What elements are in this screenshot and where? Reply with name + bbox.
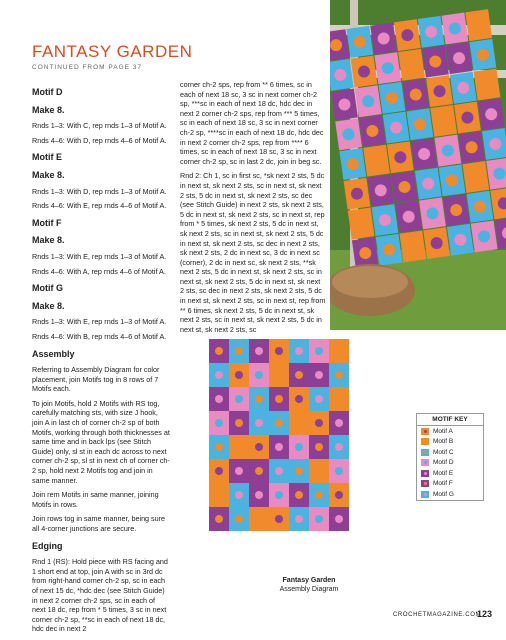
motif-key-item — [417, 458, 483, 469]
motif-center — [215, 515, 223, 523]
motif-center — [335, 443, 343, 451]
motif-key-item — [417, 447, 483, 458]
diagram-motif-E — [329, 411, 349, 435]
motif-center — [215, 467, 223, 475]
diagram-motif-G — [309, 387, 329, 411]
motif-swatch — [421, 438, 429, 445]
diagram-motif-C — [309, 483, 329, 507]
motif-center — [255, 395, 263, 403]
motif-key-item — [417, 426, 483, 437]
motif-center — [255, 371, 263, 379]
footer-site: CROCHETMAGAZINE.COM — [393, 612, 482, 618]
diagram-motif-C — [209, 435, 229, 459]
paragraph: Rnds 1–3: With E, rep rnds 1–3 of Motif A. — [32, 251, 167, 261]
diagram-motif-E — [229, 459, 249, 483]
motif-center — [315, 443, 323, 451]
diagram-motif-E — [309, 363, 329, 387]
motif-center — [275, 467, 283, 475]
diagram-motif-D — [289, 435, 309, 459]
paragraph: Rnds 1–3: With E, rep rnds 1–3 of Motif A. — [32, 317, 167, 327]
diagram-motif-C — [329, 363, 349, 387]
diagram-motif-G — [229, 483, 249, 507]
motif-key-item — [417, 479, 483, 490]
motif-center — [335, 419, 343, 427]
motif-center — [295, 395, 303, 403]
paragraph: To join Motifs, hold 2 Motifs with RS tog, carefully matching sts, with size J hook, join A in last ch of corner ch-2 sp of both Motifs, working through both thicknesses at same time and in back lps (see Stitch Guide) only, sl st in each dc across to next corner ch-2 sp, sl st in next ch of corner ch-2 sp, hold next 2 Motifs tog and join in same manner. — [32, 398, 170, 485]
section-heading: Edging — [32, 540, 63, 551]
diagram-motif-A — [309, 411, 329, 435]
paragraph: Rnd 2: Ch 1, sc in first sc, *sk next 2 sts, 5 dc in next st, sk next 2 sts, sc in next st, sk next 2 sts, 5 dc in next st, sk next 2 sts, sc dec (see Stitch Guide) in next 2 sts, sk next 2 sts, 5 dc in next st, sk next 2 sts, sc in next st, rep from * 5 times, sk next 2 sts, 5 dc in next st, sk next 2 sts, sc in next st, sk next 2 sts, 5 dc in next st, sk next 2 sts, sc dec in next 2 sts, sk next 2 sts, 2 dc in next sc, 3 dc in next sc (corner), 2 dc in next sc, sk next 2 sts, **sk next 2 sts, 5 dc in next st, sk next 2 sts, sc in next st, sk next 2 sts, 5 dc in next st, sk next 2 sts, sc dec in next 2 sts, sk next 2 sts, 5 dc in next st, sk next 2 sts, sc in next st, rep from ** 6 times, sk next 2 sts, 5 dc in next st, sk next 2 sts, sc in next st, sk next 2 sts, 5 dc in next st, sk next 2 sts, sc — [180, 171, 326, 334]
motif-center — [295, 491, 303, 499]
motif-center — [315, 515, 323, 523]
paragraph: Rnds 1–3: With C, rep rnds 1–3 of Motif A. — [32, 121, 167, 131]
paragraph: Rnds 1–3: With D, rep rnds 1–3 of Motif A. — [32, 186, 167, 196]
diagram-motif-F — [229, 411, 249, 435]
diagram-motif-A — [249, 435, 269, 459]
motif-center — [255, 443, 263, 451]
section-heading: Motif F — [32, 217, 62, 228]
motif-center — [275, 515, 283, 523]
motif-center — [335, 515, 343, 523]
motif-center — [315, 371, 323, 379]
motif-center — [255, 467, 263, 475]
diagram-motif-F — [209, 339, 229, 363]
motif-swatch — [421, 470, 429, 477]
diagram-motif-G — [289, 507, 309, 531]
diagram-motif-E — [249, 339, 269, 363]
motif-center — [315, 467, 323, 475]
motif-center — [315, 491, 323, 499]
motif-center — [235, 419, 243, 427]
diagram-motif-A — [229, 363, 249, 387]
diagram-motif-D — [229, 387, 249, 411]
diagram-motif-F — [289, 483, 309, 507]
motif-swatch — [421, 428, 429, 435]
motif-key-label: Motif D — [433, 459, 454, 467]
motif-center — [295, 443, 303, 451]
diagram-motif-G — [209, 363, 229, 387]
diagram-motif-G — [249, 411, 269, 435]
motif-center — [295, 515, 303, 523]
motif-center — [275, 395, 283, 403]
motif-key — [416, 413, 484, 501]
motif-center — [315, 419, 323, 427]
paragraph: corner ch-2 sps, rep from ** 6 times, sc in each of next 18 sc, 3 sc in next corner ch-2 sp, ***sc in each of next 18 dc, hdc dec in next 2 corner ch-2 sps, rep from *** 5 times, sc in each of next 18 sc, 3 sc in next corner ch-2 sp, ****sc in each of next 18 dc, hdc dec in next 2 corner ch-2 sps, rep from **** 6 times, sc in each of next 18 sc, 3 sc in next corner ch-2 sp, sc in last 2 dc, join in beg sc. — [180, 80, 324, 166]
diagram-motif-B — [329, 339, 349, 363]
diagram-motif-D — [249, 363, 269, 387]
motif-center — [335, 467, 343, 475]
motif-center — [235, 371, 243, 379]
diagram-motif-B — [269, 363, 289, 387]
text-column-2 — [180, 80, 326, 339]
motif-center — [215, 371, 223, 379]
diagram-motif-G — [289, 339, 309, 363]
section-heading: Motif D — [32, 87, 63, 97]
diagram-motif-F — [249, 459, 269, 483]
diagram-caption-title: Fantasy Garden — [282, 577, 336, 584]
motif-center — [235, 395, 243, 403]
section-heading: Motif E — [32, 152, 62, 163]
motif-center — [335, 347, 343, 355]
motif-key-item — [417, 437, 483, 448]
section-heading: Make 8. — [32, 235, 65, 246]
diagram-motif-F — [289, 363, 309, 387]
motif-center — [215, 395, 223, 403]
section-heading: Make 8. — [32, 104, 65, 115]
diagram-caption-subtitle: Assembly Diagram — [279, 586, 339, 593]
diagram-motif-B — [229, 435, 249, 459]
motif-center — [335, 371, 343, 379]
diagram-motif-D — [309, 339, 329, 363]
motif-center — [295, 467, 303, 475]
motif-center — [275, 443, 283, 451]
motif-center — [215, 491, 223, 499]
section-heading: Make 8. — [32, 169, 65, 180]
motif-center — [315, 347, 323, 355]
motif-swatch — [421, 480, 429, 487]
paragraph: Referring to Assembly Diagram for color placement, join Motifs tog in 8 rows of 7 Motifs each. — [32, 365, 160, 394]
motif-center — [335, 491, 343, 499]
motif-center — [275, 347, 283, 355]
diagram-motif-D — [329, 459, 349, 483]
diagram-motif-C — [249, 387, 269, 411]
diagram-motif-F — [209, 507, 229, 531]
motif-center — [295, 371, 303, 379]
motif-center — [255, 515, 263, 523]
page-subtitle: CONTINUED FROM PAGE 37 — [32, 64, 143, 71]
motif-center — [215, 443, 223, 451]
motif-center — [255, 347, 263, 355]
motif-key-label: Motif E — [433, 469, 454, 477]
diagram-motif-G — [269, 459, 289, 483]
diagram-motif-D — [209, 411, 229, 435]
diagram-motif-B — [249, 507, 269, 531]
motif-center — [215, 347, 223, 355]
motif-key-label: Motif F — [433, 480, 453, 488]
motif-center — [235, 515, 243, 523]
section-heading: Motif G — [32, 283, 63, 294]
motif-key-label: Motif A — [433, 427, 453, 435]
diagram-motif-F — [269, 387, 289, 411]
diagram-motif-C — [229, 507, 249, 531]
paragraph: Rnds 4–6: With A, rep rnds 4–6 of Motif A. — [32, 266, 166, 276]
diagram-motif-E — [249, 483, 269, 507]
motif-key-label: Motif G — [433, 490, 454, 498]
paragraph: Rnds 4–6: With B, rep rnds 4–6 of Motif A. — [32, 331, 167, 341]
motif-center — [235, 443, 243, 451]
motif-key-item — [417, 468, 483, 479]
diagram-motif-A — [269, 339, 289, 363]
motif-center — [275, 419, 283, 427]
diagram-motif-E — [209, 387, 229, 411]
motif-key-label: Motif B — [433, 438, 454, 446]
diagram-motif-G — [329, 435, 349, 459]
motif-swatch — [421, 459, 429, 466]
paragraph: Rnd 1 (RS): Hold piece with RS facing and 1 short end at top, join A with sc in 3rd dc from right-hand corner ch-2 sp, sc in each of next 15 dc, *hdc dec (see Stitch Guide) in next 2 corner ch-2 sps, sc in each of next 18 dc, rep from * 5 times, 3 sc in next corner ch-2 sp, **sc in each of next 18 dc, hdc dec in next 2 — [32, 557, 168, 634]
diagram-motif-C — [269, 411, 289, 435]
diagram-motif-C — [229, 339, 249, 363]
motif-center — [235, 491, 243, 499]
text-column-1 — [32, 80, 170, 639]
diagram-motif-F — [309, 435, 329, 459]
motif-center — [295, 347, 303, 355]
motif-center — [275, 491, 283, 499]
motif-key-label: Motif C — [433, 448, 454, 456]
paragraph: Rnds 4–6: With D, rep rnds 4–6 of Motif A. — [32, 135, 167, 145]
diagram-motif-E — [329, 507, 349, 531]
motif-center — [315, 395, 323, 403]
section-heading: Assembly — [32, 348, 75, 359]
page-title: FANTASY GARDEN — [32, 42, 193, 61]
diagram-motif-B — [289, 411, 309, 435]
page-number: 123 — [477, 609, 493, 619]
motif-center — [295, 419, 303, 427]
motif-center — [235, 347, 243, 355]
motif-center — [335, 395, 343, 403]
motif-swatch — [421, 491, 429, 498]
paragraph: Join rows tog in same manner, being sure all 4-corner junctions are secure. — [32, 514, 166, 533]
diagram-motif-D — [269, 483, 289, 507]
motif-swatch — [421, 449, 429, 456]
diagram-motif-A — [209, 459, 229, 483]
diagram-motif-C — [289, 459, 309, 483]
diagram-motif-A — [269, 507, 289, 531]
motif-center — [255, 491, 263, 499]
paragraph: Join rem Motifs in same manner, joining Motifs in rows. — [32, 490, 159, 509]
diagram-motif-B — [329, 387, 349, 411]
motif-center — [215, 419, 223, 427]
motif-center — [255, 419, 263, 427]
diagram-motif-A — [289, 387, 309, 411]
motif-center — [235, 467, 243, 475]
motif-key-title: MOTIF KEY — [417, 414, 483, 426]
diagram-motif-B — [209, 483, 229, 507]
paragraph: Rnds 4–6: With E, rep rnds 4–6 of Motif A. — [32, 201, 167, 211]
diagram-motif-D — [309, 507, 329, 531]
section-heading: Make 8. — [32, 300, 65, 311]
diagram-motif-B — [309, 459, 329, 483]
motif-center — [275, 371, 283, 379]
diagram-motif-A — [329, 483, 349, 507]
diagram-motif-E — [269, 435, 289, 459]
blanket-photo — [330, 0, 506, 330]
motif-key-item — [417, 489, 483, 500]
